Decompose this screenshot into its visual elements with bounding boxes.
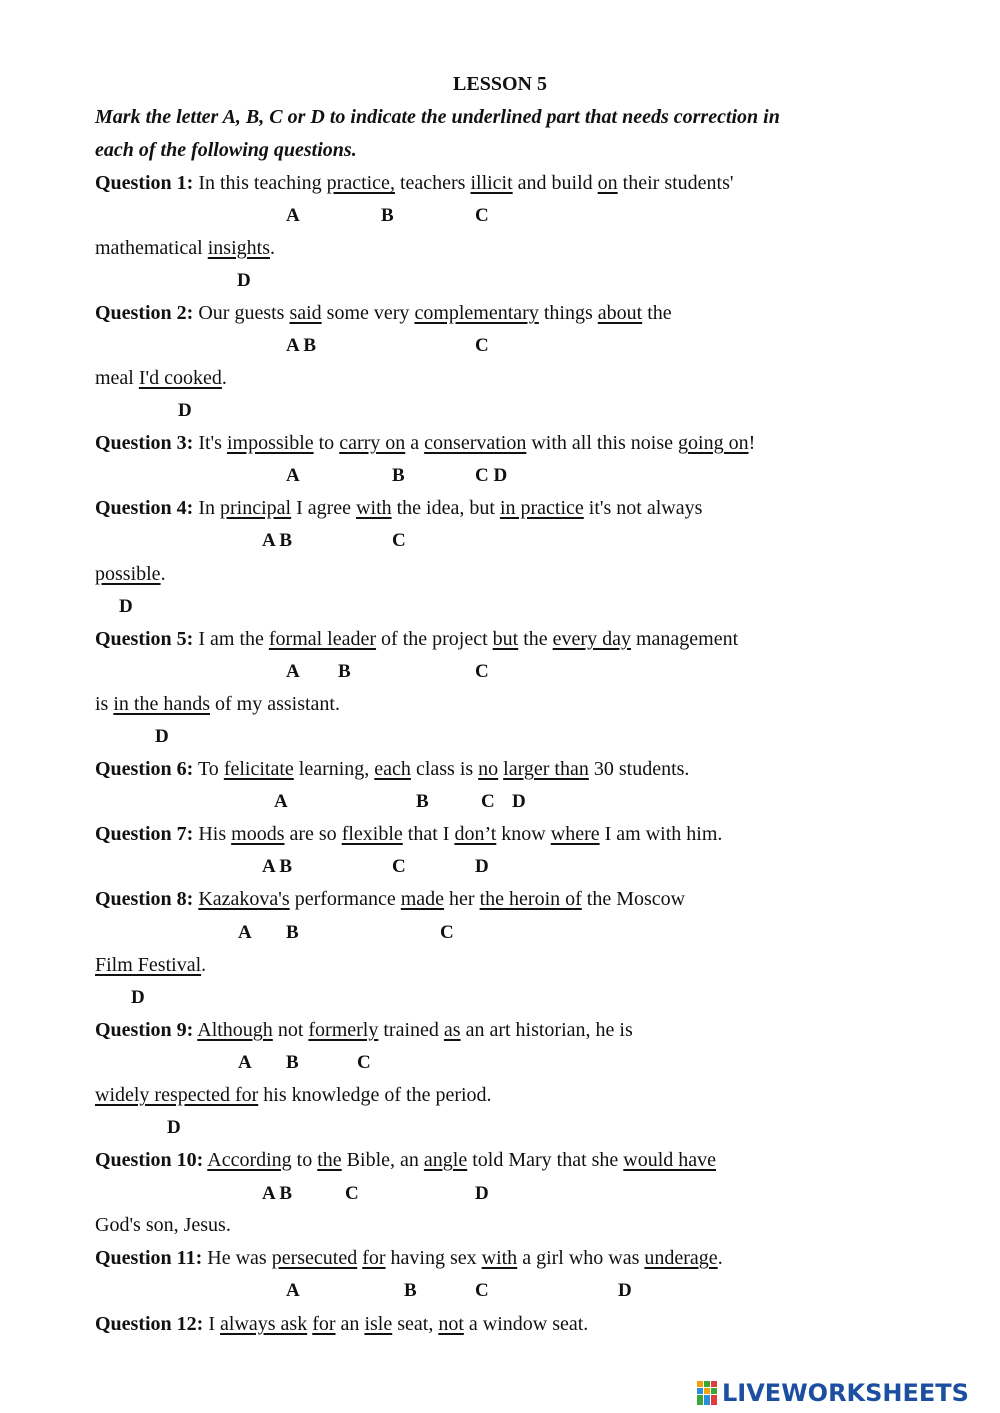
question-5 <box>95 625 738 653</box>
option-letter-d: D <box>237 270 251 291</box>
underlined-part-b: for <box>362 1247 386 1269</box>
question-label: Question 3: <box>95 432 194 454</box>
underlined-part-b: but <box>492 628 519 650</box>
question-12 <box>95 1310 588 1338</box>
question-text: are so <box>284 823 342 845</box>
question-text: having sex <box>385 1247 482 1269</box>
question-text: his knowledge of the period. <box>258 1084 492 1106</box>
underlined-part-d: insights <box>207 237 270 259</box>
option-letter-b: B <box>404 1280 417 1301</box>
question-label: Question 10: <box>95 1149 204 1171</box>
question-text: Our guests <box>193 302 290 324</box>
question-text: the <box>518 628 553 650</box>
option-letter-b: B <box>416 791 429 812</box>
underlined-part-d: going on <box>678 432 749 454</box>
question-text: . <box>201 954 207 976</box>
question-text: In <box>193 497 221 519</box>
option-letter-d: D <box>178 400 192 421</box>
question-text: . <box>160 563 166 585</box>
question-label: Question 1: <box>95 172 194 194</box>
question-text: Bible, an <box>341 1149 424 1171</box>
underlined-part-d: not <box>438 1313 464 1335</box>
question-text: . <box>717 1247 723 1269</box>
question-text: I agree <box>291 497 357 519</box>
option-letter-c: C <box>392 856 406 877</box>
underlined-part-a: felicitate <box>223 758 294 780</box>
underlined-part-b: the <box>317 1149 342 1171</box>
option-letters-cd: C D <box>475 465 508 486</box>
underlined-part-b: complementary <box>414 302 539 324</box>
underlined-part-a: said <box>289 302 322 324</box>
question-text: performance <box>289 888 401 910</box>
question-text: it's not always <box>583 497 703 519</box>
question-text: class is <box>410 758 479 780</box>
underlined-part-c: the heroin of <box>479 888 582 910</box>
option-letter-d: D <box>119 596 133 617</box>
question-3 <box>95 429 755 457</box>
question-text: know <box>496 823 551 845</box>
underlined-part-c: every day <box>552 628 631 650</box>
instructions-line-1: Mark the letter A, B, C or D to indicate the underlined part that needs correction in <box>95 106 780 128</box>
underlined-part-a: According <box>207 1149 292 1171</box>
question-text: and build <box>512 172 598 194</box>
question-9-continued <box>95 1081 492 1109</box>
question-text: not <box>272 1019 309 1041</box>
question-11 <box>95 1244 723 1272</box>
question-label: Question 9: <box>95 1019 194 1041</box>
underlined-part-d: underage <box>644 1247 718 1269</box>
underlined-part-c: don’t <box>454 823 497 845</box>
underlined-part-d: in the hands <box>113 693 210 715</box>
question-2 <box>95 299 672 327</box>
option-letter-c: C <box>392 530 406 551</box>
question-2-continued <box>95 364 227 392</box>
question-text: of my assistant. <box>210 693 340 715</box>
underlined-part-c: about <box>597 302 643 324</box>
question-text: His <box>193 823 232 845</box>
question-text: teachers <box>394 172 471 194</box>
question-text: some very <box>321 302 415 324</box>
question-text: to <box>291 1149 318 1171</box>
underlined-part-b: for <box>312 1313 336 1335</box>
question-label: Question 11: <box>95 1247 203 1269</box>
underlined-part-a: always ask <box>220 1313 308 1335</box>
question-text: a girl who was <box>517 1247 645 1269</box>
question-9 <box>95 1016 633 1044</box>
underlined-part-a: persecuted <box>271 1247 358 1269</box>
underlined-part-c: angle <box>423 1149 468 1171</box>
question-text: 30 students. <box>588 758 690 780</box>
question-label: Question 2: <box>95 302 194 324</box>
underlined-part-c: on <box>597 172 618 194</box>
question-text: seat, <box>392 1313 439 1335</box>
question-text: ! <box>748 432 756 454</box>
question-text: God's son, Jesus. <box>95 1214 231 1236</box>
question-text: with all this noise <box>526 432 679 454</box>
question-text: . <box>269 237 275 259</box>
question-text: mathematical <box>95 237 208 259</box>
option-letter-d: D <box>475 1183 489 1204</box>
question-text: management <box>630 628 739 650</box>
question-text: an art historian, he is <box>460 1019 633 1041</box>
option-letter-d: D <box>167 1117 181 1138</box>
underlined-part-d: possible <box>95 563 161 585</box>
underlined-part-a: moods <box>231 823 285 845</box>
question-text: I am the <box>193 628 269 650</box>
underlined-part-a: principal <box>220 497 292 519</box>
question-4 <box>95 494 702 522</box>
underlined-part-c: isle <box>364 1313 393 1335</box>
underlined-part-b: formerly <box>308 1019 379 1041</box>
option-letter-d: D <box>618 1280 632 1301</box>
question-label: Question 7: <box>95 823 194 845</box>
question-text: a <box>405 432 425 454</box>
question-text: the idea, but <box>391 497 500 519</box>
option-letter-a: A <box>286 661 300 682</box>
question-text: their students' <box>617 172 734 194</box>
option-letter-d: D <box>475 856 489 877</box>
question-10-continued <box>95 1211 231 1239</box>
question-text: I <box>203 1313 221 1335</box>
option-letter-b: B <box>286 1052 299 1073</box>
underlined-part-d: Film Festival <box>95 954 202 976</box>
underlined-part-a: practice, <box>326 172 395 194</box>
question-5-continued <box>95 690 340 718</box>
question-label: Question 4: <box>95 497 194 519</box>
underlined-part-a: Although <box>197 1019 273 1041</box>
question-text: is <box>95 693 114 715</box>
question-text: learning, <box>293 758 375 780</box>
underlined-part-c: as <box>443 1019 461 1041</box>
underlined-part-b: carry on <box>339 432 406 454</box>
option-letter-a: A <box>286 205 300 226</box>
option-letter-c: C <box>357 1052 371 1073</box>
question-8-continued <box>95 951 206 979</box>
lesson-title: LESSON 5 <box>453 73 547 95</box>
question-text: that I <box>402 823 455 845</box>
question-label: Question 5: <box>95 628 194 650</box>
question-7 <box>95 820 722 848</box>
question-text: told Mary that she <box>467 1149 624 1171</box>
option-letter-d: D <box>512 791 526 812</box>
question-text: I am with him. <box>599 823 723 845</box>
liveworksheets-logo-icon <box>696 1380 718 1406</box>
option-letter-c: C <box>475 661 489 682</box>
question-1 <box>95 169 733 197</box>
question-text: To <box>193 758 224 780</box>
underlined-part-c: with <box>481 1247 518 1269</box>
underlined-part-d: widely respected for <box>95 1084 259 1106</box>
option-letter-b: B <box>338 661 351 682</box>
question-text: to <box>313 432 340 454</box>
question-text: He was <box>202 1247 272 1269</box>
question-text: the Moscow <box>581 888 686 910</box>
underlined-part-d: larger than <box>503 758 589 780</box>
question-label: Question 8: <box>95 888 194 910</box>
option-letter-a: A <box>274 791 288 812</box>
option-letter-c: C <box>345 1183 359 1204</box>
option-letter-c: C <box>475 1280 489 1301</box>
underlined-part-b: flexible <box>341 823 403 845</box>
option-letter-b: B <box>392 465 405 486</box>
question-text: an <box>335 1313 365 1335</box>
question-6 <box>95 755 689 783</box>
question-1-continued <box>95 234 275 262</box>
question-text: meal <box>95 367 139 389</box>
option-letter-a: A <box>286 1280 300 1301</box>
question-label: Question 12: <box>95 1313 204 1335</box>
option-letter-c: C <box>440 922 454 943</box>
underlined-part-b: with <box>356 497 392 519</box>
instructions-line-2: each of the following questions. <box>95 139 357 161</box>
underlined-part-b: each <box>374 758 411 780</box>
liveworksheets-brand <box>696 1376 969 1410</box>
option-letter-b: B <box>381 205 394 226</box>
brand-name: LIVEWORKSHEETS <box>722 1379 969 1407</box>
question-text: a window seat. <box>463 1313 589 1335</box>
question-text: her <box>444 888 480 910</box>
option-letter-c: C <box>475 335 489 356</box>
option-letters-ab: A B <box>286 335 317 356</box>
option-letters-ab: A B <box>262 856 293 877</box>
option-letter-d: D <box>131 987 145 1008</box>
option-letter-a: A <box>238 1052 252 1073</box>
underlined-part-d: would have <box>623 1149 717 1171</box>
underlined-part-d: I'd cooked <box>138 367 222 389</box>
question-text: the <box>642 302 672 324</box>
question-text: of the project <box>376 628 493 650</box>
question-8 <box>95 885 685 913</box>
option-letter-a: A <box>286 465 300 486</box>
underlined-part-c: in practice <box>499 497 584 519</box>
question-10 <box>95 1146 716 1174</box>
option-letter-c: C <box>481 791 495 812</box>
option-letters-ab: A B <box>262 1183 293 1204</box>
underlined-part-c: no <box>478 758 499 780</box>
underlined-part-a: impossible <box>226 432 314 454</box>
option-letter-d: D <box>155 726 169 747</box>
option-letter-b: B <box>286 922 299 943</box>
question-text: trained <box>378 1019 444 1041</box>
question-text: In this teaching <box>193 172 327 194</box>
underlined-part-b: made <box>400 888 445 910</box>
question-text: . <box>221 367 227 389</box>
option-letter-c: C <box>475 205 489 226</box>
question-text: It's <box>193 432 227 454</box>
underlined-part-a: formal leader <box>268 628 377 650</box>
option-letters-ab: A B <box>262 530 293 551</box>
question-label: Question 6: <box>95 758 194 780</box>
underlined-part-b: illicit <box>470 172 513 194</box>
underlined-part-a: Kazakova's <box>198 888 290 910</box>
option-letter-a: A <box>238 922 252 943</box>
underlined-part-d: where <box>550 823 600 845</box>
question-4-continued <box>95 560 166 588</box>
question-text: things <box>538 302 598 324</box>
underlined-part-c: conservation <box>424 432 527 454</box>
